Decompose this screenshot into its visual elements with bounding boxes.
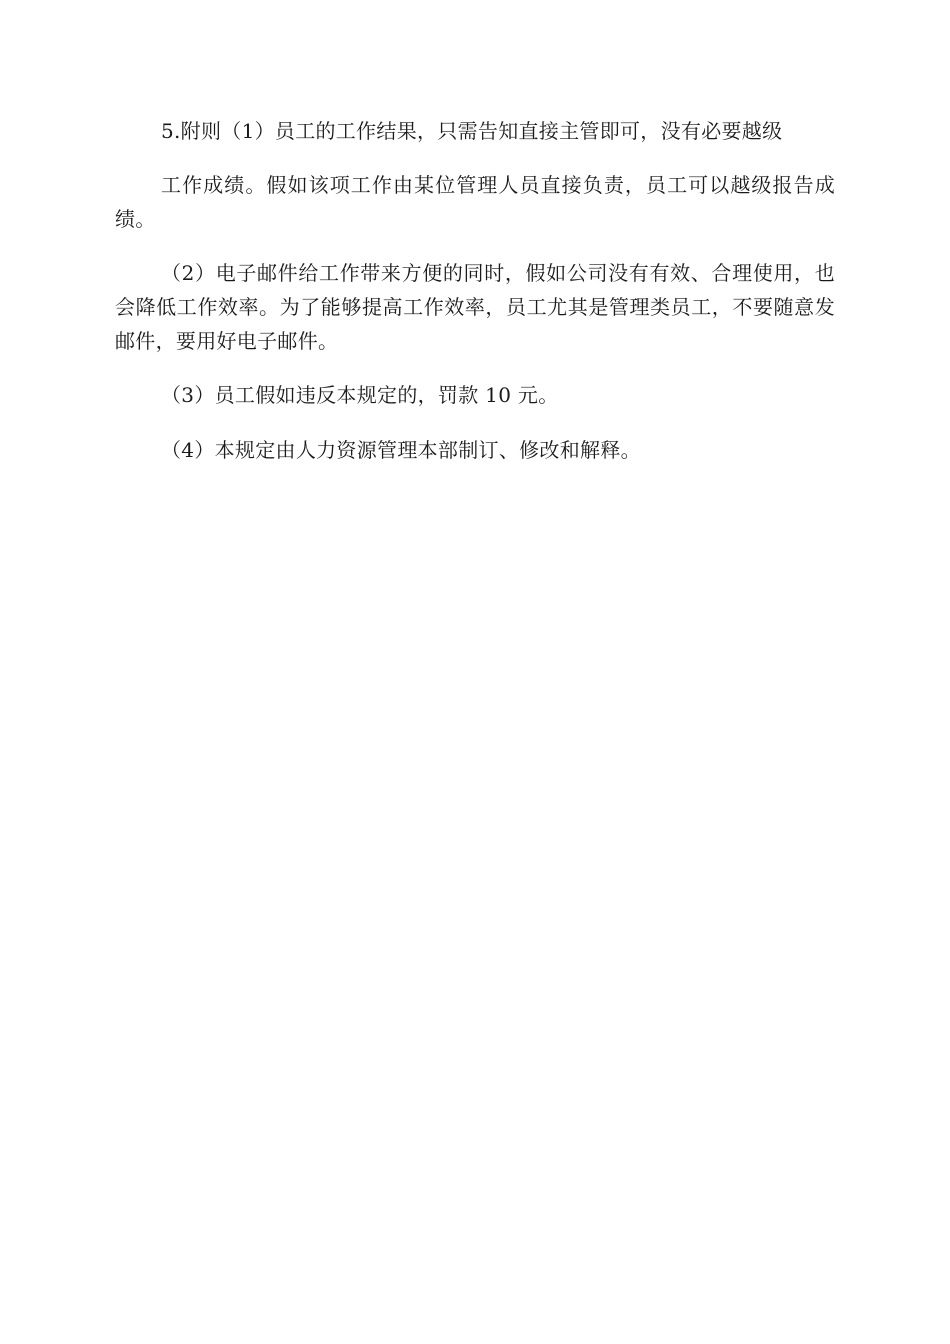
paragraph-appendix-1: 5.附则（1）员工的工作结果，只需告知直接主管即可，没有必要越级: [161, 119, 783, 143]
paragraph-appendix-4: （4）本规定由人力资源管理本部制订、修改和解释。: [161, 438, 641, 462]
paragraph-work-results: 工作成绩。假如该项工作由某位管理人员直接负责，员工可以越级报告成绩。: [115, 173, 835, 231]
document-body: [115, 114, 835, 467]
paragraph-appendix-3: （3）员工假如违反本规定的，罚款 10 元。: [161, 383, 559, 407]
paragraph-appendix-2: （2）电子邮件给工作带来方便的同时，假如公司没有有效、合理使用，也会降低工作效率。为了能够提高工作效率，员工尤其是管理类员工，不要随意发邮件，要用好电子邮件。: [115, 261, 835, 353]
